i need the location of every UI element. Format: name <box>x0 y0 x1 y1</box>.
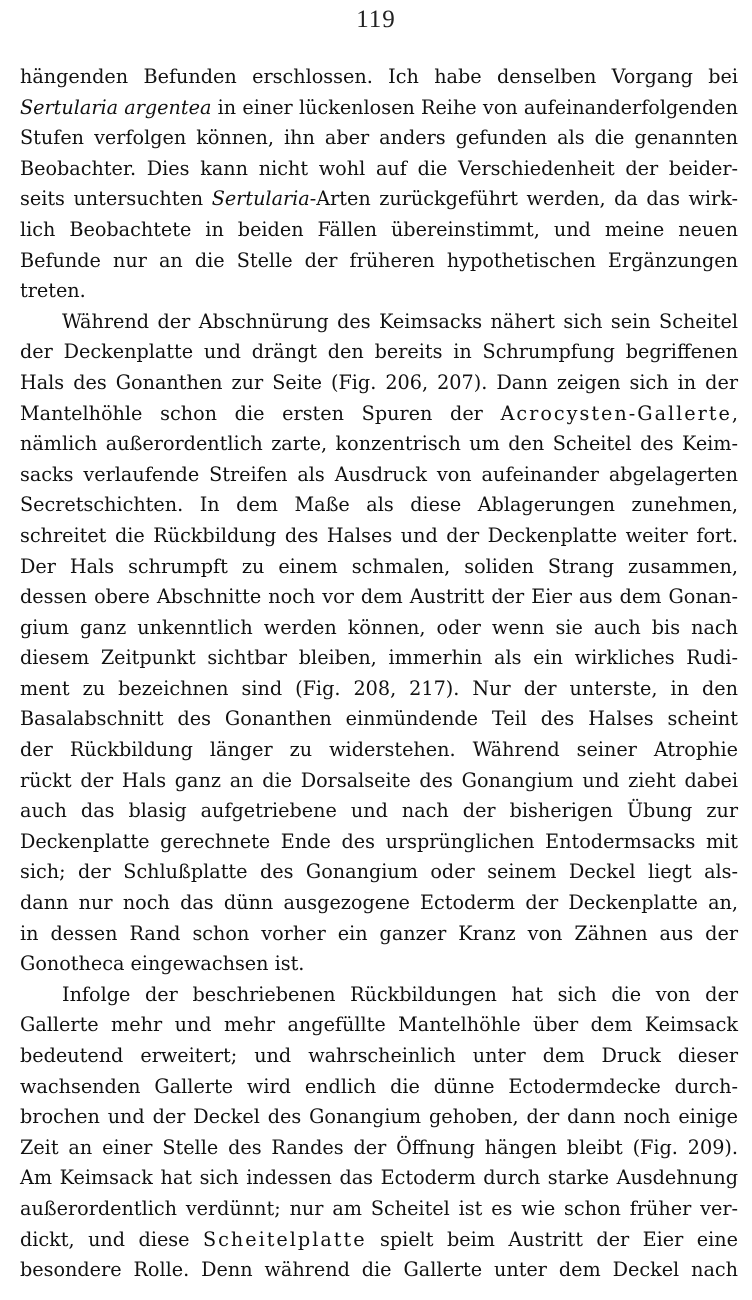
text-segment: gium ganz unkenntlich werden können, oder wenn sie auch bis nach <box>20 615 738 639</box>
text-line <box>20 215 738 246</box>
text-line <box>20 980 738 1011</box>
text-line <box>20 582 738 613</box>
text-line <box>20 796 738 827</box>
text-segment: diesem Zeitpunkt sichtbar bleiben, immerhin als ein wirkliches Rudi- <box>20 646 738 670</box>
spaced-term: Scheitelplatte <box>202 1227 367 1251</box>
text-line <box>20 643 738 674</box>
text-line <box>20 949 738 980</box>
text-line <box>20 857 738 888</box>
text-segment: ment zu bezeichnen sind (Fig. 208, 217). Nur der unterste, in den <box>20 676 738 700</box>
italic-term: Sertularia <box>211 187 310 211</box>
text-segment: lich Beobachtete in beiden Fällen übereinstimmt, und meine neuen <box>20 217 738 241</box>
text-line <box>20 552 738 583</box>
text-line <box>20 368 738 399</box>
text-segment: besondere Rolle. Denn während die Gallerte unter dem Deckel nach <box>20 1258 738 1282</box>
text-line <box>20 1133 738 1164</box>
text-segment: Während der Abschnürung des Keimsacks nähert sich sein Scheitel <box>62 309 738 333</box>
text-line <box>20 154 738 185</box>
text-segment: auch das blasig aufgetriebene und nach der bisherigen Übung zur <box>20 799 738 823</box>
text-segment: Mantelhöhle schon die ersten Spuren der <box>20 401 501 425</box>
text-line <box>20 1102 738 1133</box>
text-line <box>20 1225 738 1256</box>
text-line <box>20 399 738 430</box>
spaced-term: Acrocysten-Gallerte <box>500 401 732 425</box>
text-segment: der Deckenplatte und drängt den bereits in Schrumpfung begriffenen <box>20 340 738 364</box>
text-segment: spielt beim Austritt der Eier eine <box>366 1227 738 1251</box>
text-line <box>20 613 738 644</box>
text-line <box>20 184 738 215</box>
text-segment: sacks verlaufende Streifen als Ausdruck von aufeinander abgelagerten <box>20 462 738 486</box>
text-segment: sich; der Schlußplatte des Gonangium oder seinem Deckel liegt als- <box>20 860 738 884</box>
text-line <box>20 827 738 858</box>
text-segment: rückt der Hals ganz an die Dorsalseite des Gonangium und zieht dabei <box>20 768 738 792</box>
text-line <box>20 1255 738 1286</box>
text-line <box>20 1163 738 1194</box>
text-segment: Hals des Gonanthen zur Seite (Fig. 206, 207). Dann zeigen sich in der <box>20 370 738 394</box>
text-segment: in dessen Rand schon vorher ein ganzer Kranz von Zähnen aus der <box>20 921 738 945</box>
text-segment: seits untersuchten <box>20 187 212 211</box>
text-segment: Zeit an einer Stelle des Randes der Öffnung hängen bleibt (Fig. 209). <box>20 1135 738 1159</box>
text-line <box>20 460 738 491</box>
text-segment: Deckenplatte gerechnete Ende des ursprünglichen Entodermsacks mit <box>20 829 738 853</box>
text-line <box>20 521 738 552</box>
text-segment: nämlich außerordentlich zarte, konzentrisch um den Scheitel des Keim- <box>20 432 738 456</box>
text-line <box>20 490 738 521</box>
text-segment: Stufen verfolgen können, ihn aber anders gefunden als die genannten <box>20 126 738 150</box>
text-segment: wachsenden Gallerte wird endlich die dünne Ectodermdecke durch- <box>20 1074 738 1098</box>
text-segment: Gallerte mehr und mehr angefüllte Mantelhöhle über dem Keimsack <box>20 1013 738 1037</box>
text-line <box>20 93 738 124</box>
text-line <box>20 735 738 766</box>
text-line <box>20 704 738 735</box>
text-line <box>20 1194 738 1225</box>
text-segment: Befunde nur an die Stelle der früheren hypothetischen Ergänzungen <box>20 248 738 272</box>
text-line <box>20 276 738 307</box>
text-segment: hängenden Befunden erschlossen. Ich habe denselben Vorgang bei <box>20 65 738 88</box>
text-line <box>20 429 738 460</box>
text-segment: Der Hals schrumpft zu einem schmalen, soliden Strang zusammen, <box>20 554 738 578</box>
italic-term: Sertularia argentea <box>20 95 212 119</box>
body-text <box>20 62 738 1286</box>
text-segment: schreitet die Rückbildung des Halses und der Deckenplatte weiter fort. <box>20 523 738 547</box>
text-line <box>20 1010 738 1041</box>
text-segment: Gonotheca eingewachsen ist. <box>20 952 305 976</box>
text-segment: Secretschichten. In dem Maße als diese Ablagerungen zunehmen, <box>20 493 738 517</box>
text-segment: brochen und der Deckel des Gonangium gehoben, der dann noch einige <box>20 1105 738 1129</box>
text-line <box>20 123 738 154</box>
text-line <box>20 337 738 368</box>
text-segment: Basalabschnitt des Gonanthen einmündende Teil des Halses scheint <box>20 707 738 731</box>
text-line <box>20 307 738 338</box>
text-line <box>20 62 738 93</box>
text-segment: Beobachter. Dies kann nicht wohl auf die Verschiedenheit der beider- <box>20 156 738 180</box>
text-segment: dann nur noch das dünn ausgezogene Ectoderm der Deckenplatte an, <box>20 891 738 915</box>
text-line <box>20 1041 738 1072</box>
text-segment: -Arten zurückgeführt werden, da das wirk- <box>309 187 738 211</box>
text-segment: außerordentlich verdünnt; nur am Scheitel ist es wie schon früher ver- <box>20 1196 738 1220</box>
text-segment: der Rückbildung länger zu widerstehen. Während seiner Atrophie <box>20 738 738 762</box>
text-segment: dessen obere Abschnitte noch vor dem Austritt der Eier aus dem Gonan- <box>20 585 738 609</box>
text-segment: in einer lückenlosen Reihe von aufeinanderfolgenden <box>211 95 738 119</box>
page-number: 119 <box>356 6 396 33</box>
text-line <box>20 674 738 705</box>
text-segment: bedeutend erweitert; und wahrscheinlich unter dem Druck dieser <box>20 1044 738 1067</box>
text-segment: , <box>731 401 738 425</box>
text-segment: Am Keimsack hat sich indessen das Ectoderm durch starke Ausdehnung <box>20 1166 738 1190</box>
text-line <box>20 919 738 950</box>
text-line <box>20 888 738 919</box>
text-line <box>20 766 738 797</box>
text-segment: treten. <box>20 279 86 303</box>
text-segment: dickt, und diese <box>20 1227 203 1251</box>
text-line <box>20 246 738 277</box>
text-line <box>20 1072 738 1103</box>
text-segment: Infolge der beschriebenen Rückbildungen hat sich die von der <box>62 982 738 1006</box>
